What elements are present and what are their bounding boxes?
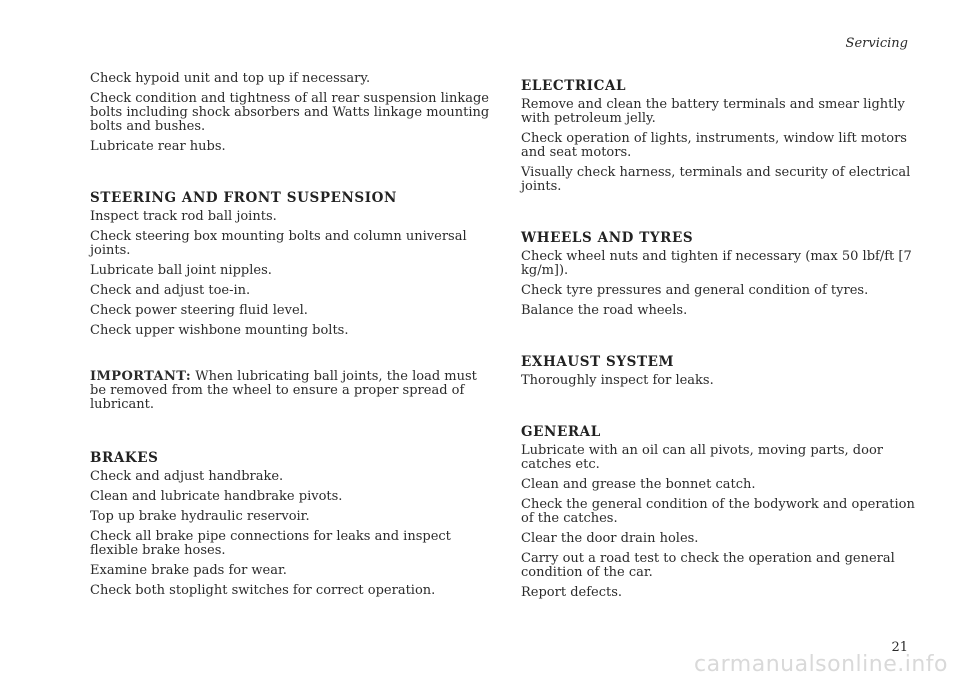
brakes-item: Clean and lubricate handbrake pivots. [90, 489, 343, 504]
section-heading-wheels: WHEELS AND TYRES [521, 230, 694, 246]
section-exhaust [521, 354, 921, 388]
wheels-item: Check tyre pressures and general condition of tyres. [521, 283, 869, 298]
section-electrical [521, 78, 921, 194]
watermark: carmanualsonline.info [694, 652, 948, 677]
rear-item: Check condition and tightness of all rear suspension linkage bolts including shock absorbers and Watts linkage mounting bolts and bushes. [90, 91, 490, 134]
electrical-item: Remove and clean the battery terminals and smear lightly with petroleum jelly. [521, 97, 905, 126]
brakes-item: Examine brake pads for wear. [90, 563, 287, 578]
steering-item: Inspect track rod ball joints. [90, 209, 277, 224]
rear-item: Check hypoid unit and top up if necessary. [90, 71, 371, 86]
brakes-item: Check both stoplight switches for correct operation. [90, 583, 436, 598]
running-header: Servicing [845, 36, 908, 51]
section-brakes [90, 450, 490, 598]
exhaust-item: Thoroughly inspect for leaks. [521, 373, 714, 388]
steering-item: Check steering box mounting bolts and column universal joints. [90, 229, 467, 258]
electrical-item: Check operation of lights, instruments, window lift motors and seat motors. [521, 131, 907, 160]
left-column [90, 72, 490, 604]
section-general [521, 424, 921, 600]
important-label: IMPORTANT: [90, 369, 192, 384]
section-heading-general: GENERAL [521, 424, 601, 440]
section-wheels [521, 230, 921, 318]
wheels-item: Balance the road wheels. [521, 303, 688, 318]
steering-item: Check power steering fluid level. [90, 303, 308, 318]
brakes-item: Top up brake hydraulic reservoir. [90, 509, 310, 524]
brakes-item: Check and adjust handbrake. [90, 469, 284, 484]
general-item: Lubricate with an oil can all pivots, moving parts, door catches etc. [521, 443, 883, 472]
page-number: 21 [891, 640, 908, 655]
general-item: Report defects. [521, 585, 623, 600]
general-item: Clean and grease the bonnet catch. [521, 477, 756, 492]
rear-item: Lubricate rear hubs. [90, 139, 226, 154]
general-item: Carry out a road test to check the operation and general condition of the car. [521, 551, 895, 580]
right-column [521, 78, 921, 606]
important-note [90, 370, 490, 412]
steering-item: Check and adjust toe-in. [90, 283, 251, 298]
important-text: When lubricating ball joints, the load must be removed from the wheel to ensure a proper spread of lubricant. [90, 369, 477, 412]
section-heading-electrical: ELECTRICAL [521, 78, 627, 94]
electrical-item: Visually check harness, terminals and security of electrical joints. [521, 165, 911, 194]
section-heading-steering: STEERING AND FRONT SUSPENSION [90, 190, 397, 206]
general-item: Clear the door drain holes. [521, 531, 699, 546]
section-steering [90, 190, 490, 338]
section-heading-exhaust: EXHAUST SYSTEM [521, 354, 675, 370]
steering-item: Check upper wishbone mounting bolts. [90, 323, 349, 338]
section-heading-brakes: BRAKES [90, 450, 159, 466]
section-rear [90, 72, 490, 154]
wheels-item: Check wheel nuts and tighten if necessary (max 50 lbf/ft [7 kg/m]). [521, 249, 912, 278]
general-item: Check the general condition of the bodywork and operation of the catches. [521, 497, 915, 526]
brakes-item: Check all brake pipe connections for leaks and inspect flexible brake hoses. [90, 529, 451, 558]
steering-item: Lubricate ball joint nipples. [90, 263, 272, 278]
